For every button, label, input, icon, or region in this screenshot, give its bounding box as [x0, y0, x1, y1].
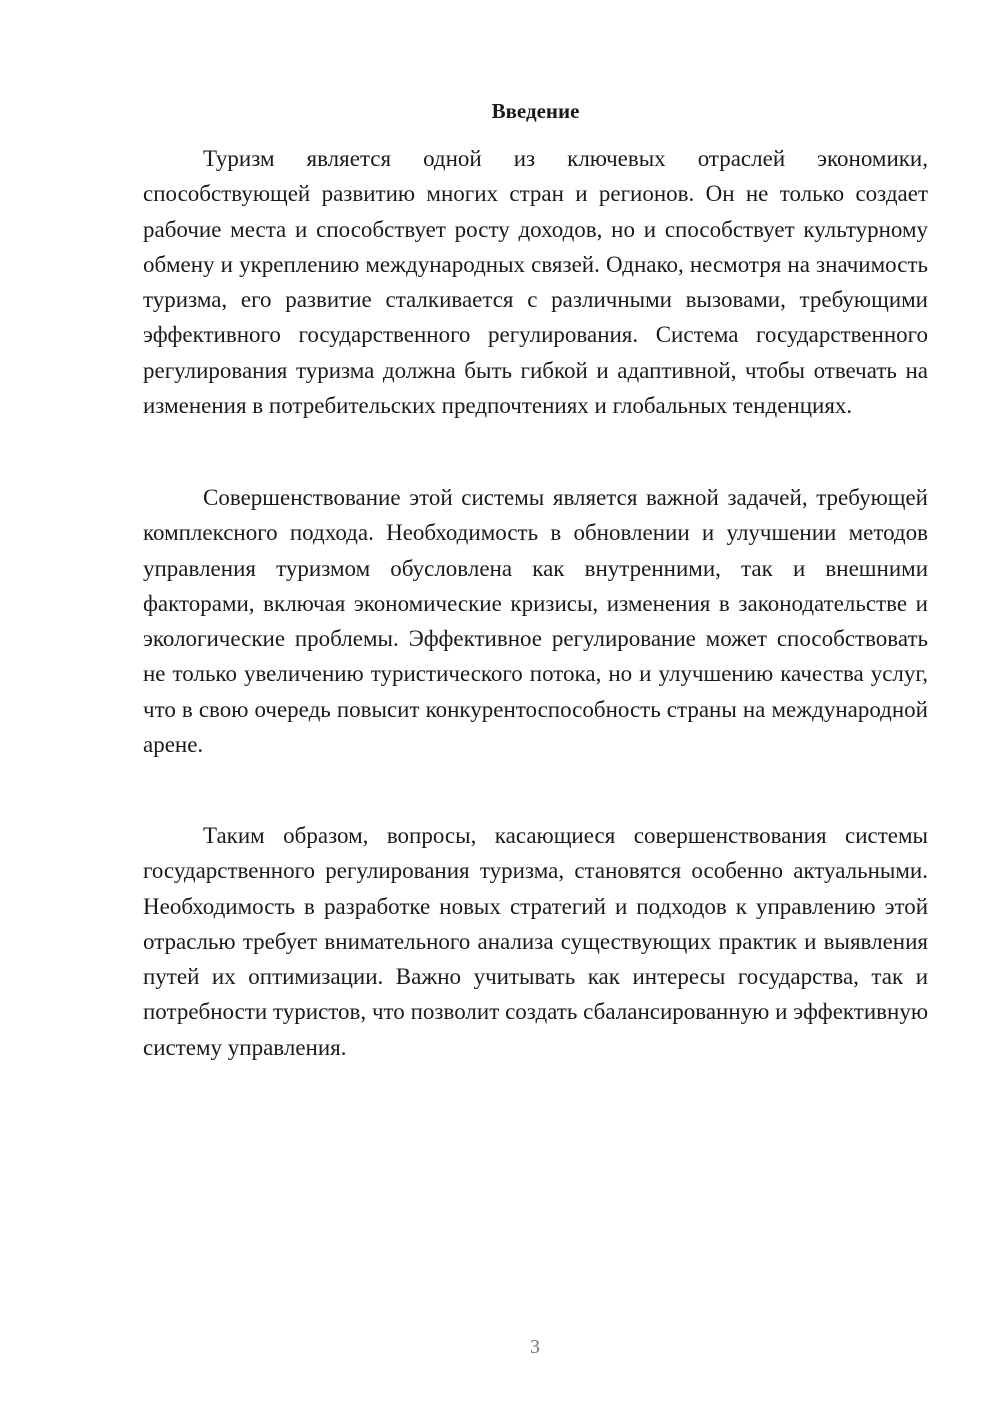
section-heading: Введение [491, 99, 580, 123]
paragraph-1: Туризм является одной из ключевых отраслей экономики, способствующей развитию многих стран и регионов. Он не только создает рабочие места и способствует росту доходов, но и способствует культурному обмену и укреплению международных связей. Однако, несмотря на значимость туризма, его развитие сталкивается с различными вызовами, требующими эффективного государственного регулирования. Система государственного регулирования туризма должна быть гибкой и адаптивной, чтобы отвечать на изменения в потребительских предпочтениях и глобальных тенденциях. [143, 146, 928, 419]
paragraph-2: Совершенствование этой системы является важной задачей, требующей комплексного подхода. Необходимость в обновлении и улучшении методов управления туризмом обусловлена как внутренними, так и внешними факторами, включая экономические кризисы, изменения в законодательстве и экологические проблемы. Эффективное регулирование может способствовать не только увеличению туристического потока, но и улучшению качества услуг, что в свою очередь повысит конкурентоспособность страны на международной арене. [143, 485, 928, 758]
page-number: 3 [530, 1336, 540, 1358]
paragraph-3: Таким образом, вопросы, касающиеся совершенствования системы государственного регулирования туризма, становятся особенно актуальными. Необходимость в разработке новых стратегий и подходов к управлению этой отраслью требует внимательного анализа существующих практик и выявления путей их оптимизации. Важно учитывать как интересы государства, так и потребности туристов, что позволит создать сбалансированную и эффективную систему управления. [143, 823, 928, 1060]
